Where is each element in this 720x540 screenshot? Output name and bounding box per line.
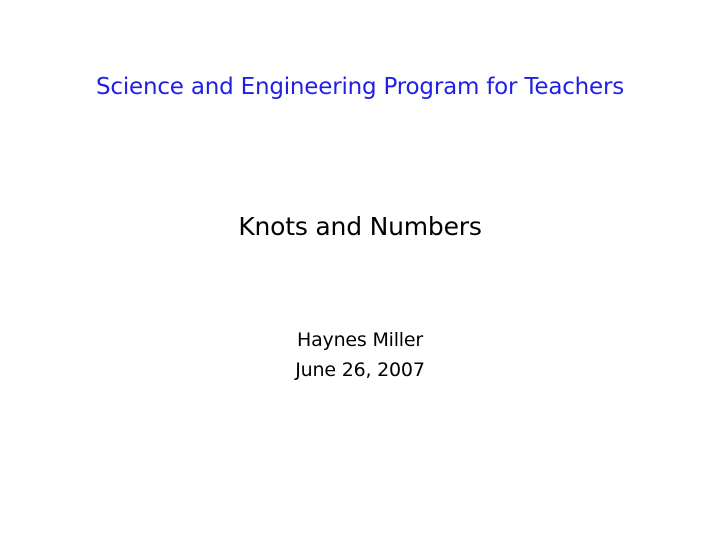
program-name: Science and Engineering Program for Teachers <box>95 74 625 100</box>
slide-title: Knots and Numbers <box>238 212 482 241</box>
presentation-date: June 26, 2007 <box>295 359 425 381</box>
author-name: Haynes Miller <box>297 329 423 351</box>
